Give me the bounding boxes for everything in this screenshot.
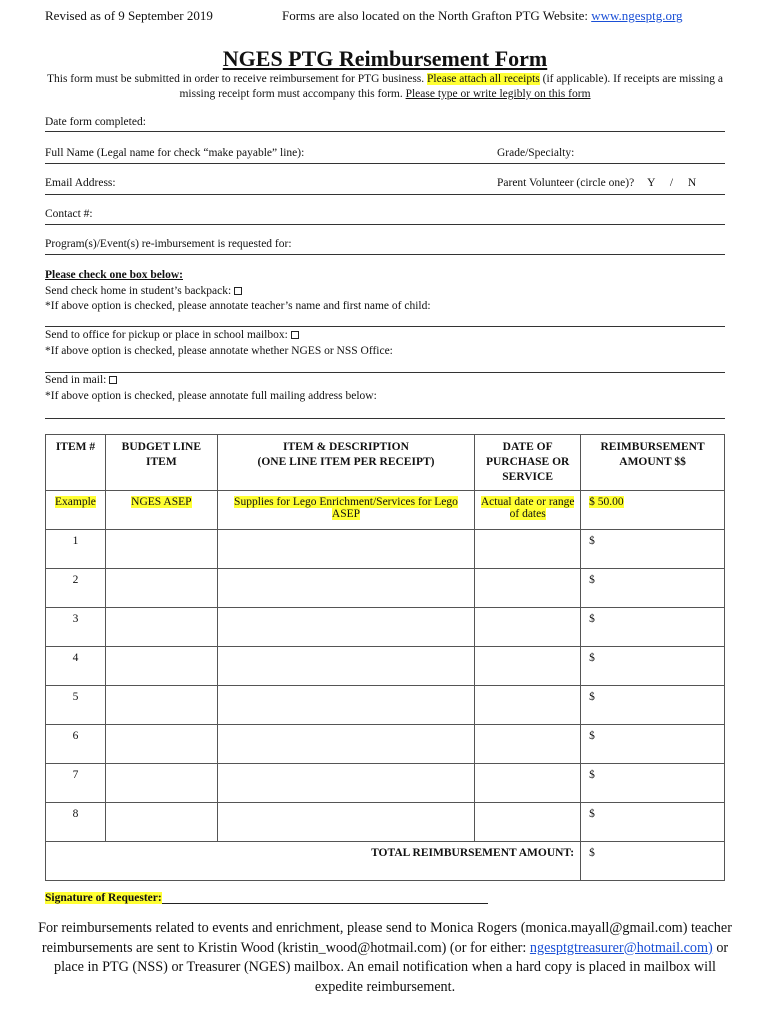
contact-label: Contact #: [45,208,93,220]
website-link[interactable]: www.ngesptg.org [591,8,683,23]
revision-date: Revised as of 9 September 2019 [45,8,213,23]
forms-location-text: Forms are also located on the North Grafton PTG Website: [282,8,588,23]
row-budget-cell[interactable] [105,608,217,647]
row-item-number: 8 [46,803,106,842]
date-completed-label: Date form completed: [45,116,146,128]
table-row [46,608,725,647]
example-item-text: Example [55,496,96,508]
header-date: DATE OF PURCHASE OR SERVICE [475,435,581,491]
row-description-cell[interactable] [217,647,474,686]
office-note: *If above option is checked, please annotate whether NGES or NSS Office: [45,344,393,357]
example-item [46,491,106,530]
reimbursement-table [45,434,725,881]
row-description-cell[interactable] [217,530,474,569]
row-date-cell[interactable] [475,686,581,725]
office-option [45,328,725,344]
table-row [46,764,725,803]
example-budget-text: NGES ASEP [131,496,192,508]
mail-option-label: Send in mail: [45,374,107,386]
row-amount-cell[interactable]: $ [581,764,725,803]
mail-option [45,373,725,389]
row-amount-cell[interactable]: $ [581,686,725,725]
backpack-note: *If above option is checked, please annotate teacher’s name and first name of child: [45,300,431,312]
header-item-number: ITEM # [46,435,106,491]
row-budget-cell[interactable] [105,725,217,764]
email-line [45,194,725,195]
table-row [46,647,725,686]
header-amount: REIMBURSEMENT AMOUNT $$ [581,435,725,491]
table-row [46,803,725,842]
grade-specialty-label: Grade/Specialty: [497,147,575,159]
row-date-cell[interactable] [475,569,581,608]
row-amount-cell[interactable]: $ [581,569,725,608]
row-description-cell[interactable] [217,608,474,647]
parent-volunteer-slash: / [669,177,674,189]
parent-volunteer-question [497,177,696,189]
row-date-cell[interactable] [475,608,581,647]
example-description [217,491,474,530]
row-item-number: 7 [46,764,106,803]
row-date-cell[interactable] [475,647,581,686]
signature-label: Signature of Requester: [45,892,162,904]
date-completed-line [45,131,725,132]
signature-block [45,892,488,904]
row-amount-cell[interactable]: $ [581,725,725,764]
intro-receipts-highlight: Please attach all receipts [427,73,540,85]
example-amount-text: $ 50.00 [589,496,624,508]
row-description-cell[interactable] [217,569,474,608]
backpack-checkbox[interactable] [234,287,242,295]
email-label: Email Address: [45,177,116,189]
example-budget [105,491,217,530]
row-budget-cell[interactable] [105,803,217,842]
parent-volunteer-yes[interactable]: Y [647,177,655,189]
signature-line[interactable] [162,892,488,904]
row-description-cell[interactable] [217,686,474,725]
forms-location-note [282,8,683,24]
table-header-row [46,435,725,491]
row-budget-cell[interactable] [105,569,217,608]
contact-line [45,224,725,225]
row-item-number: 1 [46,530,106,569]
example-row [46,491,725,530]
row-budget-cell[interactable] [105,686,217,725]
full-name-line [45,163,725,164]
parent-volunteer-no[interactable]: N [687,177,697,189]
row-item-number: 4 [46,647,106,686]
row-budget-cell[interactable] [105,764,217,803]
intro-legibly-note: Please type or write legibly on this form [405,88,591,100]
page-title-text: NGES PTG Reimbursement Form [222,46,548,71]
header-description-line1: ITEM & DESCRIPTION [283,441,409,453]
row-amount-cell[interactable]: $ [581,608,725,647]
header-description-line2: (ONE LINE ITEM PER RECEIPT) [257,456,435,468]
example-description-text: Supplies for Lego Enrichment/Services for Lego ASEP [234,496,458,520]
total-row [46,842,725,881]
total-amount-cell[interactable]: $ [581,842,725,881]
row-budget-cell[interactable] [105,647,217,686]
row-budget-cell[interactable] [105,530,217,569]
footer-text-2: or place in PTG (NSS) or Treasurer (NGES) mailbox. An email notification when a hard copy is placed in mailbox will expedite reimbursement. [54,939,729,995]
delivery-options [45,268,725,315]
top-header [45,8,710,26]
options-heading: Please check one box below: [45,269,183,281]
treasurer-email-link[interactable]: ngesptgtreasurer@hotmail.com) [529,939,713,956]
backpack-line [45,326,725,327]
office-option-label: Send to office for pickup or place in school mailbox: [45,329,288,341]
table-row [46,569,725,608]
row-description-cell[interactable] [217,803,474,842]
row-amount-cell[interactable]: $ [581,803,725,842]
row-item-number: 2 [46,569,106,608]
mail-checkbox[interactable] [109,376,117,384]
example-date-text: Actual date or range of dates [480,496,575,520]
table-row [46,725,725,764]
full-name-label: Full Name (Legal name for check “make payable” line): [45,147,305,159]
mail-address-line [45,418,725,419]
row-description-cell[interactable] [217,764,474,803]
row-amount-cell[interactable]: $ [581,647,725,686]
row-date-cell[interactable] [475,764,581,803]
footer-text-1: For reimbursements related to events and enrichment, please send to Monica Rogers (monica.mayall@gmail.com) teacher reimbursements are sent to Kristin Wood (kristin_wood@hotmail.com) (or for either: [38,920,732,956]
intro-paragraph [45,72,725,102]
table-row [46,686,725,725]
table-row [46,530,725,569]
example-amount [581,491,725,530]
backpack-option [45,284,725,300]
row-date-cell[interactable] [475,530,581,569]
mail-option-block [45,373,725,404]
total-label: TOTAL REIMBURSEMENT AMOUNT: [46,842,581,881]
office-checkbox[interactable] [291,331,299,339]
header-item-description [217,435,474,491]
row-date-cell[interactable] [475,803,581,842]
row-amount-cell[interactable]: $ [581,530,725,569]
page-title [0,46,770,72]
header-budget-line: BUDGET LINE ITEM [105,435,217,491]
parent-volunteer-label: Parent Volunteer (circle one)? [497,177,635,189]
row-item-number: 6 [46,725,106,764]
backpack-option-label: Send check home in student’s backpack: [45,284,232,297]
row-item-number: 5 [46,686,106,725]
row-date-cell[interactable] [475,725,581,764]
office-option-block [45,328,725,359]
footer-instructions [35,919,735,997]
row-description-cell[interactable] [217,725,474,764]
example-date [475,491,581,530]
program-line [45,254,725,255]
intro-text-2: (if applicable). If receipts are missing a missing receipt form must accompany this form. [179,73,724,100]
intro-text-1: This form must be submitted in order to receive reimbursement for PTG business. [46,73,425,85]
mail-note: *If above option is checked, please annotate full mailing address below: [45,389,377,402]
row-item-number: 3 [46,608,106,647]
program-label: Program(s)/Event(s) re-imbursement is requested for: [45,238,292,250]
